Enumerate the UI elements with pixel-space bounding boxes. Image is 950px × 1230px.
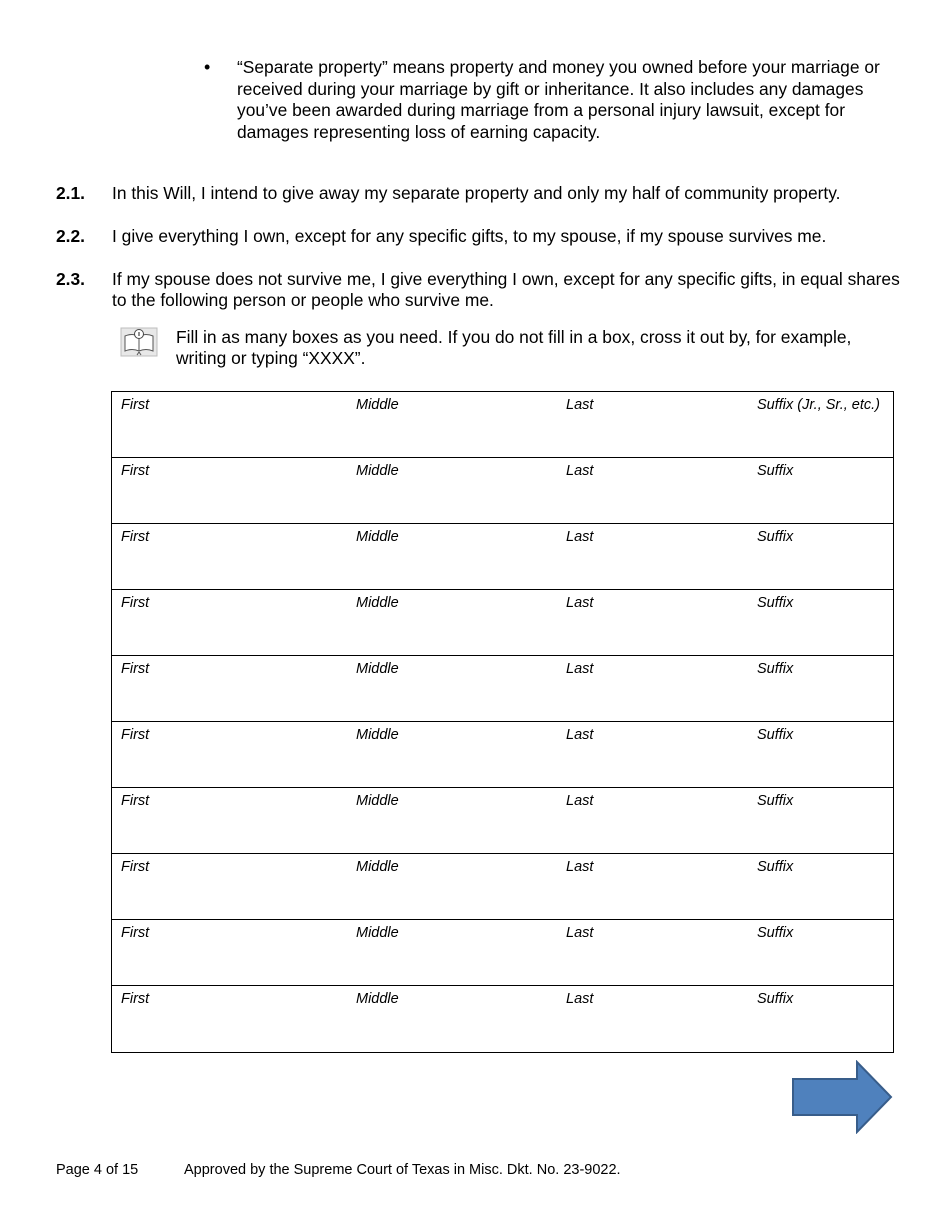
table-row[interactable] (112, 788, 893, 854)
first-name-label: First (121, 397, 150, 413)
suffix-label: Suffix (Jr., Sr., etc.) (757, 397, 880, 413)
info-book-icon (120, 327, 158, 357)
first-name-label: First (121, 529, 150, 545)
last-name-label: Last (566, 529, 594, 545)
last-name-label: Last (566, 991, 594, 1007)
last-name-label: Last (566, 727, 594, 743)
middle-name-label: Middle (356, 925, 399, 941)
separate-property-definition: “Separate property” means property and money you owned before your marriage or received during your marriage by gift or inheritance. It also includes any damages you’ve been awarded during marriage from a personal injury lawsuit, except for damages representing loss of earning capacity. (237, 57, 880, 142)
suffix-label: Suffix (757, 991, 794, 1007)
suffix-label: Suffix (757, 727, 794, 743)
suffix-label: Suffix (757, 859, 794, 875)
middle-name-label: Middle (356, 991, 399, 1007)
suffix-label: Suffix (757, 793, 794, 809)
suffix-label: Suffix (757, 463, 794, 479)
section-text: If my spouse does not survive me, I give everything I own, except for any specific gifts, in equal shares to the following person or people who survive me. (112, 269, 900, 310)
first-name-label: First (121, 859, 150, 875)
section-text: In this Will, I intend to give away my separate property and only my half of community property. (112, 183, 841, 203)
next-page-arrow[interactable] (793, 1062, 891, 1132)
middle-name-label: Middle (356, 661, 399, 677)
suffix-label: Suffix (757, 595, 794, 611)
table-row[interactable] (112, 920, 893, 986)
table-row[interactable] (112, 986, 893, 1052)
section-number: 2.1. (56, 183, 86, 203)
last-name-label: Last (566, 925, 594, 941)
middle-name-label: Middle (356, 727, 399, 743)
middle-name-label: Middle (356, 397, 399, 413)
beneficiary-names-table (111, 391, 894, 1053)
middle-name-label: Middle (356, 595, 399, 611)
bullet-marker: • (204, 57, 211, 77)
last-name-label: Last (566, 463, 594, 479)
middle-name-label: Middle (356, 463, 399, 479)
last-name-label: Last (566, 859, 594, 875)
first-name-label: First (121, 925, 150, 941)
suffix-label: Suffix (757, 661, 794, 677)
table-row[interactable] (112, 392, 893, 458)
first-name-label: First (121, 991, 150, 1007)
table-row[interactable] (112, 854, 893, 920)
right-arrow-icon[interactable] (791, 1060, 893, 1134)
first-name-label: First (121, 661, 150, 677)
section-text: I give everything I own, except for any specific gifts, to my spouse, if my spouse survives me. (112, 226, 827, 246)
table-row[interactable] (112, 590, 893, 656)
middle-name-label: Middle (356, 859, 399, 875)
table-row[interactable] (112, 722, 893, 788)
last-name-label: Last (566, 397, 594, 413)
table-row[interactable] (112, 524, 893, 590)
suffix-label: Suffix (757, 529, 794, 545)
first-name-label: First (121, 727, 150, 743)
approval-notice: Approved by the Supreme Court of Texas in Misc. Dkt. No. 23-9022. (184, 1162, 621, 1178)
last-name-label: Last (566, 661, 594, 677)
section-number: 2.2. (56, 226, 86, 246)
page-number: Page 4 of 15 (56, 1162, 139, 1178)
suffix-label: Suffix (757, 925, 794, 941)
middle-name-label: Middle (356, 793, 399, 809)
section-number: 2.3. (56, 269, 86, 289)
first-name-label: First (121, 595, 150, 611)
first-name-label: First (121, 463, 150, 479)
table-row[interactable] (112, 458, 893, 524)
first-name-label: First (121, 793, 150, 809)
table-row[interactable] (112, 656, 893, 722)
last-name-label: Last (566, 595, 594, 611)
last-name-label: Last (566, 793, 594, 809)
middle-name-label: Middle (356, 529, 399, 545)
note-text: Fill in as many boxes as you need. If you do not fill in a box, cross it out by, for example, writing or typing “XXXX”. (176, 327, 852, 368)
